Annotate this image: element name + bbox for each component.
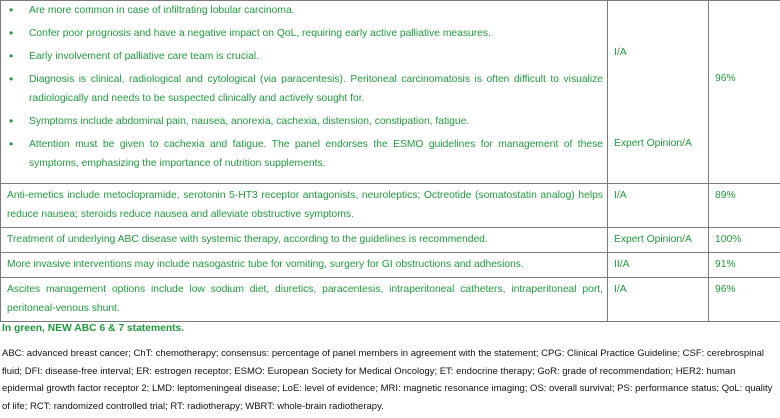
loe-gor-value: Expert Opinion/A bbox=[608, 228, 709, 253]
list-item: • Early involvement of palliative care team is crucial. bbox=[29, 47, 603, 66]
list-item: • Are more common in case of infiltrating lobular carcinoma. bbox=[29, 1, 603, 20]
consensus-value: 91% bbox=[709, 253, 780, 278]
list-item: • Confer poor prognosis and have a negative impact on QoL, requiring early active palliative measures. bbox=[29, 24, 603, 43]
statement-cell: Treatment of underlying ABC disease with systemic therapy, according to the guidelines is recommended. bbox=[1, 228, 608, 253]
loe-gor-value: II/A bbox=[608, 253, 709, 278]
list-item: • Symptoms include abdominal pain, nausea, anorexia, cachexia, distension, constipation, fatigue. bbox=[29, 112, 603, 131]
table-row bbox=[1, 1, 780, 184]
table-row bbox=[1, 184, 780, 228]
new-statements-note: In green, NEW ABC 6 & 7 statements. bbox=[2, 323, 185, 334]
list-item: • Diagnosis is clinical, radiological and cytological (via paracentesis). Peritoneal carcinomatosis is often difficult to visualize radiologically and needs to be suspected clinically and actively sought for. bbox=[29, 70, 603, 108]
loe-gor-cell bbox=[608, 1, 709, 184]
abbreviations-footnote: ABC: advanced breast cancer; ChT: chemotherapy; consensus: percentage of panel members in agreement with the statement; CPG: Clinical Practice Guideline; CSF: cerebrospinal fluid; DFI: disease-free interval; ER: estrogen receptor; ESMO: European Society for Medical Oncology; ET: endocrine therapy; GoR: grade of recommendation; HER2: human epidermal growth factor receptor 2; LMD: leptomeningeal disease; LoE: level of evidence; MRI: magnetic resonance imaging; OS: overall survival; PS: performance status; QoL: quality of life; RCT: randomized controlled trial; RT: radiotherapy; WBRT: whole-brain radiotherapy. bbox=[2, 348, 773, 412]
consensus-cell bbox=[709, 1, 780, 184]
statement-cell: Ascites management options include low sodium diet, diuretics, paracentesis, intraperitoneal catheters, intraperitoneal port, peritoneal-venous shunt. bbox=[1, 278, 608, 322]
loe-gor-value: Expert Opinion/A bbox=[614, 138, 692, 149]
statement-cell bbox=[1, 1, 608, 184]
table-row bbox=[1, 228, 780, 253]
consensus-value: 89% bbox=[709, 184, 780, 228]
statement-cell: Anti-emetics include metoclopramide, serotonin 5-HT3 receptor antagonists, neuroleptics; Octreotide (somatostatin analog) helps reduce nausea; steroids reduce nausea and alleviate obstructive symptoms. bbox=[1, 184, 608, 228]
loe-gor-value: I/A bbox=[614, 47, 627, 58]
consensus-value: 96% bbox=[709, 278, 780, 322]
statement-bullet-list bbox=[7, 1, 603, 173]
consensus-value: 96% bbox=[715, 73, 736, 84]
statement-cell: More invasive interventions may include nasogastric tube for vomiting, surgery for GI obstructions and adhesions. bbox=[1, 253, 608, 278]
list-item: • Attention must be given to cachexia and fatigue. The panel endorses the ESMO guidelines for management of these symptoms, emphasizing the importance of nutrition supplements. bbox=[29, 135, 603, 173]
table-row bbox=[1, 278, 780, 322]
loe-gor-value: I/A bbox=[608, 278, 709, 322]
table-row bbox=[1, 253, 780, 278]
consensus-value: 100% bbox=[709, 228, 780, 253]
loe-gor-value: I/A bbox=[608, 184, 709, 228]
